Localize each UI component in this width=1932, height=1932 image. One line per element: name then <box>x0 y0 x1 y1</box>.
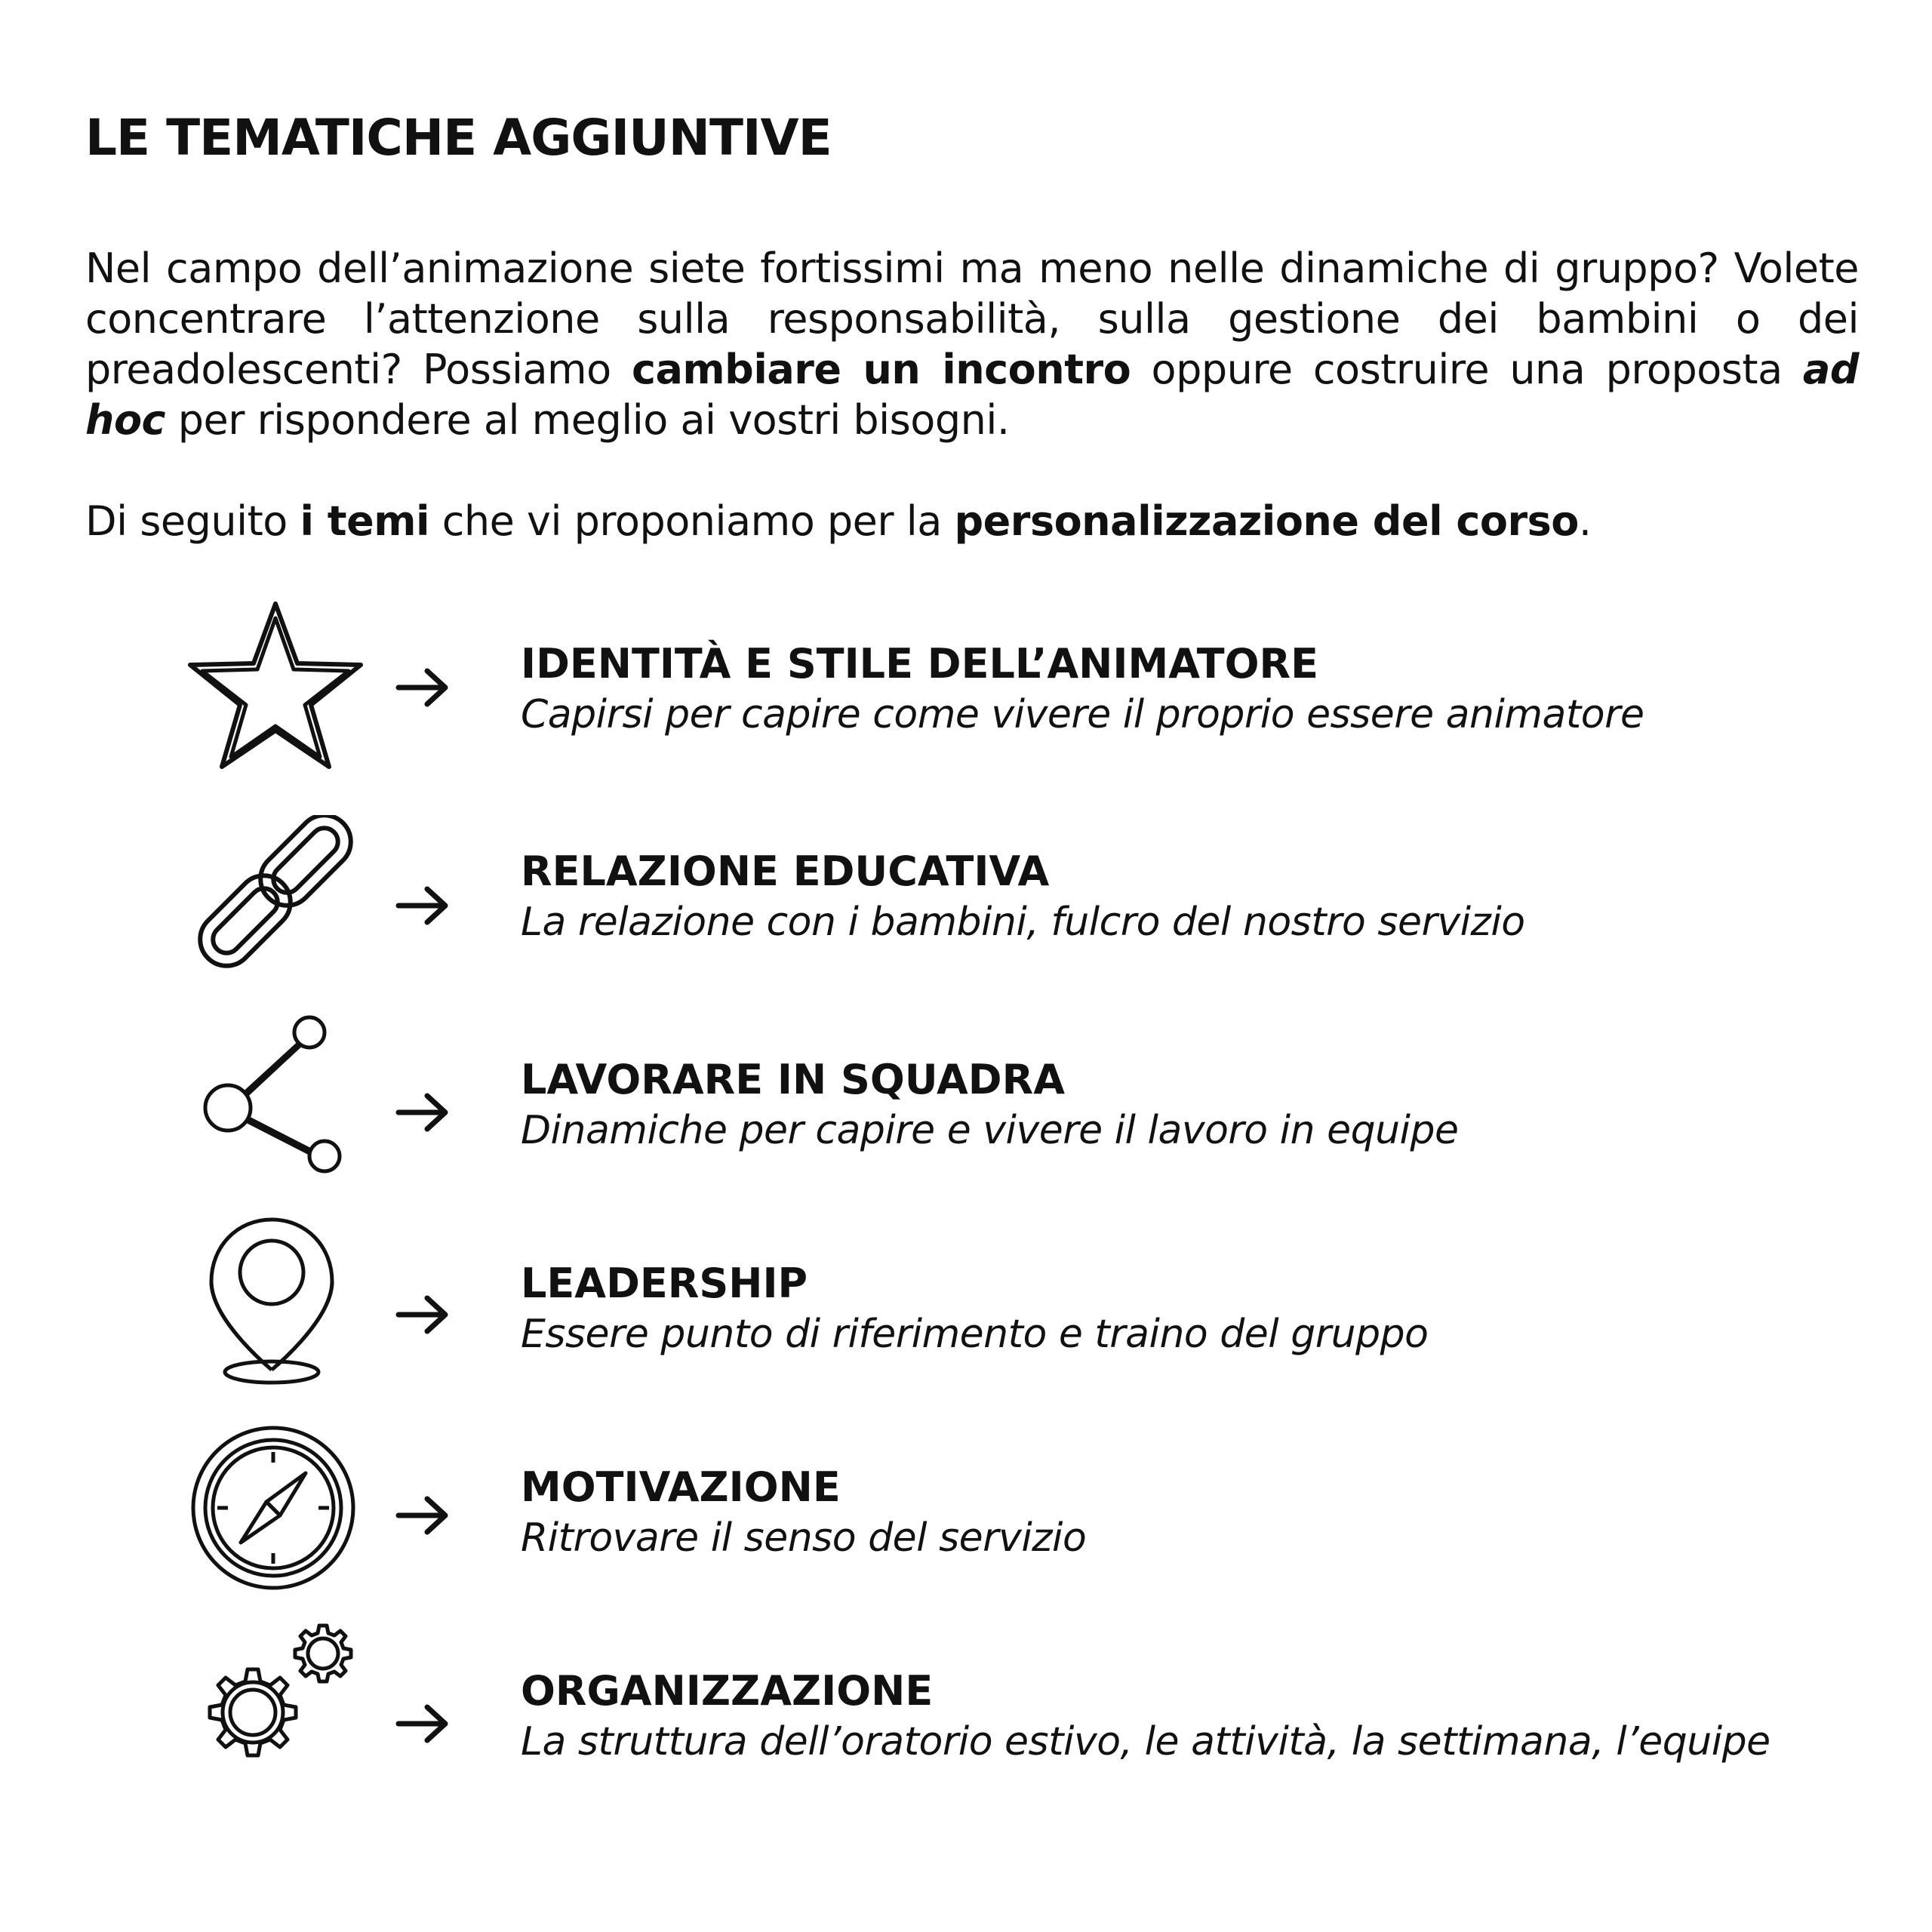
topic-title: LAVORARE IN SQUADRA <box>521 1056 1065 1103</box>
topic-description: Capirsi per capire come vivere il proprio essere animatore <box>521 692 1644 737</box>
topic-text <box>521 1463 1086 1564</box>
lead-emphasis: i temi <box>300 497 430 545</box>
topic-item <box>0 815 1932 989</box>
topic-item <box>0 1419 1932 1592</box>
topic-title: MOTIVAZIONE <box>521 1463 841 1511</box>
topic-item <box>0 1215 1932 1389</box>
topic-title: IDENTITÀ E STILE DELL’ANIMATORE <box>521 640 1319 688</box>
topic-text <box>521 1055 1459 1156</box>
intro-emphasis-italic: ad hoc <box>85 346 1860 444</box>
lead-emphasis: personalizzazione del corso <box>954 497 1579 545</box>
chain-link-icon <box>181 815 370 989</box>
arrow-right-icon <box>392 1701 453 1746</box>
lead-text: che vi proponiamo per la <box>429 497 955 545</box>
arrow-right-icon <box>392 1090 453 1135</box>
gears-icon <box>181 1623 370 1796</box>
topic-description: Essere punto di riferimento e traino del gruppo <box>521 1312 1429 1357</box>
topic-description: Dinamiche per capire e vivere il lavoro in equipe <box>521 1108 1459 1153</box>
topic-item <box>0 600 1932 774</box>
topic-text <box>521 1666 1770 1767</box>
share-nodes-icon <box>181 1011 370 1185</box>
intro-text: per rispondere al meglio ai vostri bisogni. <box>165 396 1010 444</box>
intro-emphasis: cambiare un incontro <box>631 346 1131 393</box>
page-title: LE TEMATICHE AGGIUNTIVE <box>85 109 832 167</box>
arrow-right-icon <box>392 883 453 928</box>
topic-item <box>0 1011 1932 1185</box>
intro-text: Nel campo dell’animazione siete fortissimi ma meno nelle dinamiche di gruppo? Volete concentrare l’attenzione sulla responsabilità, sulla gestione dei bambini o dei preadolescenti? Possiamo <box>85 245 1859 393</box>
arrow-right-icon <box>392 1493 453 1538</box>
arrow-right-icon <box>392 665 453 710</box>
topic-description: Ritrovare il senso del servizio <box>521 1515 1087 1561</box>
topic-title: LEADERSHIP <box>521 1260 808 1307</box>
star-icon <box>181 600 370 774</box>
intro-text: oppure costruire una proposta <box>1131 346 1803 393</box>
compass-icon <box>181 1419 370 1592</box>
arrow-right-icon <box>392 1292 453 1337</box>
topic-item <box>0 1623 1932 1796</box>
topic-title: ORGANIZZAZIONE <box>521 1667 934 1715</box>
topic-text <box>521 847 1525 948</box>
topic-text <box>521 639 1644 740</box>
topic-title: RELAZIONE EDUCATIVA <box>521 848 1050 895</box>
topic-text <box>521 1259 1428 1360</box>
topic-description: La relazione con i bambini, fulcro del nostro servizio <box>521 900 1525 945</box>
topic-description: La struttura dell’oratorio estivo, le attività, la settimana, l’equipe <box>521 1719 1770 1764</box>
location-pin-icon <box>181 1215 370 1389</box>
lead-text: Di seguito <box>85 497 300 545</box>
lead-text: . <box>1578 497 1592 545</box>
